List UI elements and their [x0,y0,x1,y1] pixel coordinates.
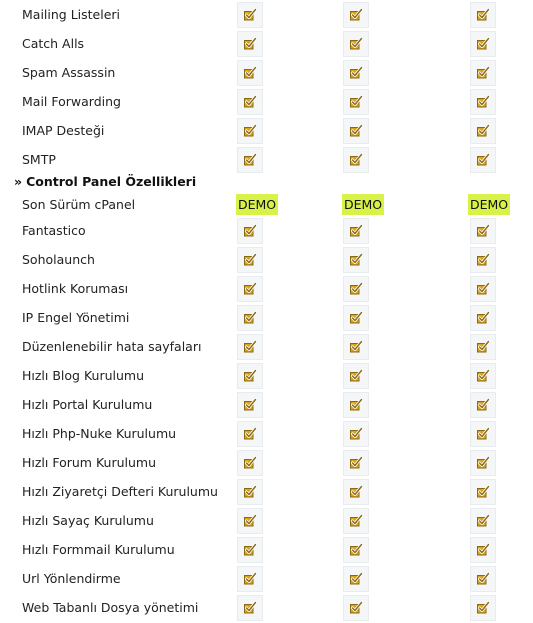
plan-cell [343,508,369,534]
plan-cell [237,247,263,273]
feature-row [0,217,533,246]
plan-cell [470,595,496,621]
feature-label: Hotlink Koruması [22,281,129,296]
feature-row [0,362,533,391]
plan-cell [343,147,369,173]
plan-cell [237,508,263,534]
plan-cell [237,218,263,244]
plan-cell [237,2,263,28]
feature-label: IP Engel Yönetimi [22,310,130,325]
plan-cell [237,118,263,144]
plan-cell [470,508,496,534]
checkmark-icon [237,334,263,360]
checkmark-icon [343,89,369,115]
section-title-text: Control Panel Özellikleri [26,174,197,189]
plan-cell [343,305,369,331]
plan-cell [237,421,263,447]
plan-cell [237,450,263,476]
feature-label: Hızlı Ziyaretçi Defteri Kurulumu [22,484,218,499]
plan-cell [343,566,369,592]
checkmark-icon [470,31,496,57]
checkmark-icon [470,305,496,331]
checkmark-icon [343,218,369,244]
checkmark-icon [343,2,369,28]
checkmark-icon [470,247,496,273]
feature-row [0,88,533,117]
plan-cell [237,276,263,302]
checkmark-icon [470,89,496,115]
plan-cell [343,421,369,447]
feature-label: Url Yönlendirme [22,571,121,586]
checkmark-icon [470,537,496,563]
feature-row [0,420,533,449]
checkmark-icon [343,305,369,331]
plan-cell [470,147,496,173]
plan-cell [237,479,263,505]
checkmark-icon [343,118,369,144]
checkmark-icon [237,392,263,418]
plan-cell [343,392,369,418]
checkmark-icon [343,392,369,418]
plan-cell [237,363,263,389]
checkmark-icon [343,421,369,447]
plan-cell [237,595,263,621]
demo-badge: DEMO [468,194,510,215]
feature-row [0,117,533,146]
checkmark-icon [237,60,263,86]
feature-label: Hızlı Formmail Kurulumu [22,542,175,557]
feature-label: Mailing Listeleri [22,7,121,22]
plan-cell [237,60,263,86]
feature-label: Son Sürüm cPanel [22,197,136,212]
plan-cell [470,421,496,447]
checkmark-icon [237,305,263,331]
plan-cell [343,31,369,57]
plan-cell [343,89,369,115]
plan-cell [343,218,369,244]
feature-row [0,246,533,275]
checkmark-icon [343,450,369,476]
plan-cell [470,60,496,86]
plan-cell [343,363,369,389]
plan-cell [470,89,496,115]
plan-cell [237,305,263,331]
feature-label: Spam Assassin [22,65,116,80]
feature-label: Fantastico [22,223,86,238]
plan-cell [237,392,263,418]
plan-cell [343,479,369,505]
plan-cell [470,334,496,360]
checkmark-icon [343,479,369,505]
plan-cell [470,450,496,476]
checkmark-icon [237,276,263,302]
checkmark-icon [237,31,263,57]
checkmark-icon [470,392,496,418]
plan-cell [343,537,369,563]
checkmark-icon [343,595,369,621]
checkmark-icon [237,566,263,592]
checkmark-icon [470,276,496,302]
plan-cell [343,595,369,621]
feature-row [0,536,533,565]
checkmark-icon [470,508,496,534]
plan-cell [237,334,263,360]
feature-label: Hızlı Sayaç Kurulumu [22,513,154,528]
feature-row [0,391,533,420]
feature-row [0,304,533,333]
checkmark-icon [237,89,263,115]
feature-label: Hızlı Forum Kurulumu [22,455,157,470]
checkmark-icon [343,566,369,592]
feature-label: Düzenlenebilir hata sayfaları [22,339,202,354]
checkmark-icon [470,595,496,621]
demo-badge: DEMO [342,194,384,215]
feature-row [0,507,533,536]
plan-cell [470,566,496,592]
feature-row [0,565,533,594]
checkmark-icon [237,2,263,28]
plan-cell [237,31,263,57]
demo-badge: DEMO [236,194,278,215]
feature-label: Mail Forwarding [22,94,121,109]
plan-cell [470,305,496,331]
checkmark-icon [470,566,496,592]
feature-label: Web Tabanlı Dosya yönetimi [22,600,199,615]
feature-row [0,478,533,507]
checkmark-icon [237,363,263,389]
checkmark-icon [343,537,369,563]
feature-label: Hızlı Php-Nuke Kurulumu [22,426,177,441]
plan-cell [470,537,496,563]
checkmark-icon [343,276,369,302]
plan-cell [470,118,496,144]
feature-label: SMTP [22,152,56,167]
checkmark-icon [237,595,263,621]
plan-cell [343,247,369,273]
plan-cell [470,363,496,389]
plan-cell [343,334,369,360]
checkmark-icon [470,60,496,86]
double-chevron-icon: » [14,174,23,189]
section-title [14,174,196,189]
checkmark-icon [237,147,263,173]
feature-row [0,275,533,304]
checkmark-icon [470,147,496,173]
plan-cell [343,450,369,476]
feature-label: Hızlı Portal Kurulumu [22,397,153,412]
checkmark-icon [343,60,369,86]
plan-cell [470,479,496,505]
checkmark-icon [470,2,496,28]
checkmark-icon [470,450,496,476]
checkmark-icon [237,450,263,476]
checkmark-icon [237,247,263,273]
checkmark-icon [237,118,263,144]
plan-cell [470,2,496,28]
checkmark-icon [343,334,369,360]
feature-row [0,333,533,362]
plan-cell [343,276,369,302]
checkmark-icon [343,363,369,389]
checkmark-icon [343,31,369,57]
plan-cell [343,60,369,86]
plan-cell [237,147,263,173]
feature-row [0,191,533,220]
feature-row [0,30,533,59]
feature-label: IMAP Desteği [22,123,105,138]
feature-label: Soholaunch [22,252,95,267]
checkmark-icon [470,334,496,360]
plan-cell [237,89,263,115]
checkmark-icon [343,247,369,273]
plan-cell [470,218,496,244]
feature-row [0,1,533,30]
checkmark-icon [470,363,496,389]
plan-cell [343,2,369,28]
checkmark-icon [470,118,496,144]
feature-row [0,449,533,478]
feature-label: Hızlı Blog Kurulumu [22,368,145,383]
checkmark-icon [470,479,496,505]
feature-row [0,594,533,623]
checkmark-icon [237,421,263,447]
plan-cell [237,566,263,592]
plan-cell [470,392,496,418]
checkmark-icon [237,218,263,244]
checkmark-icon [237,537,263,563]
feature-row [0,59,533,88]
checkmark-icon [237,479,263,505]
plan-cell [470,276,496,302]
checkmark-icon [343,508,369,534]
plan-cell [470,31,496,57]
plan-cell [470,247,496,273]
plan-cell [343,118,369,144]
checkmark-icon [343,147,369,173]
checkmark-icon [237,508,263,534]
checkmark-icon [470,421,496,447]
feature-label: Catch Alls [22,36,85,51]
plan-cell [237,537,263,563]
checkmark-icon [470,218,496,244]
